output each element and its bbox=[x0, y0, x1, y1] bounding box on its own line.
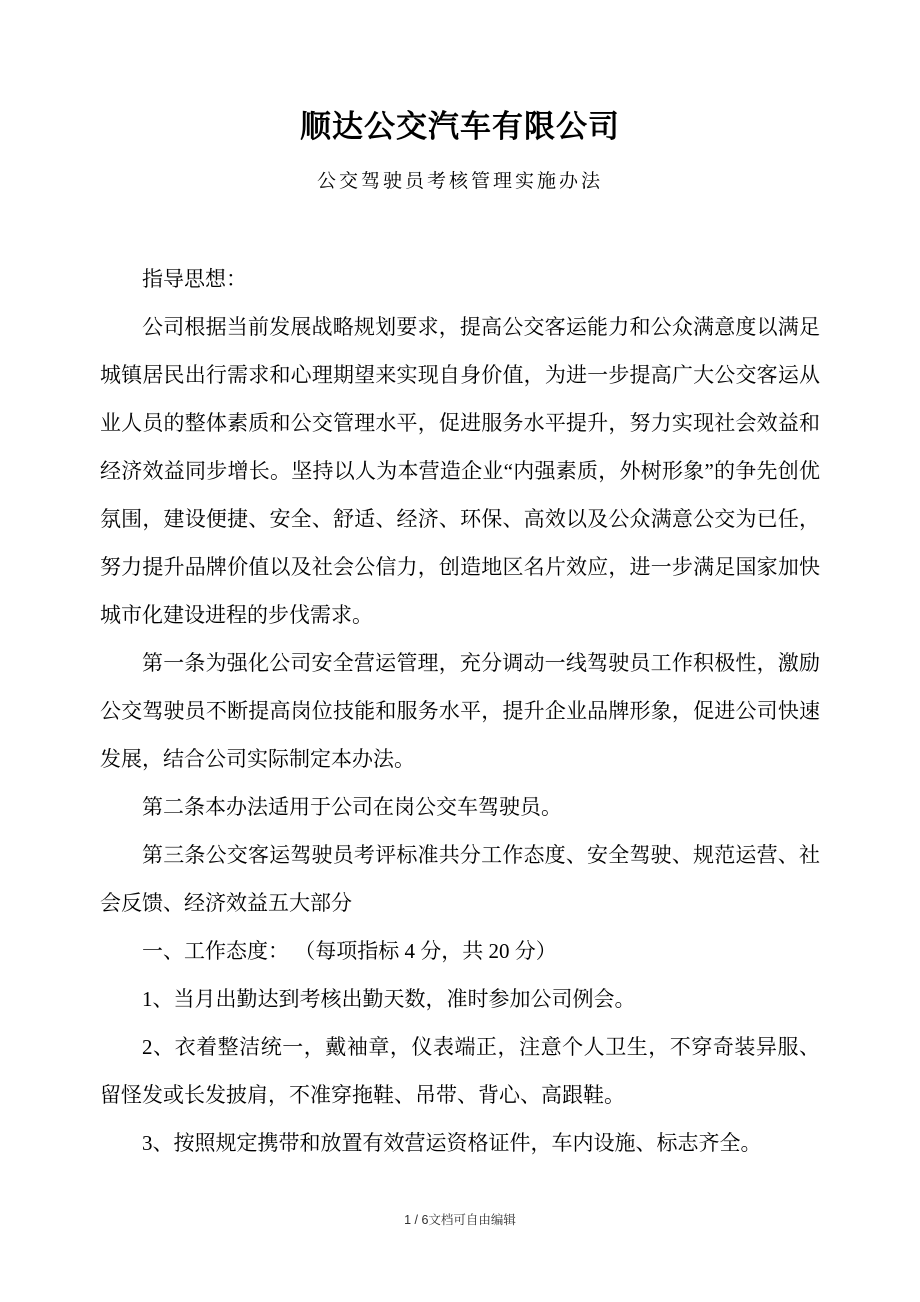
page-footer bbox=[0, 1210, 920, 1228]
paragraph-item-1: 1、当月出勤达到考核出勤天数，准时参加公司例会。 bbox=[142, 986, 636, 1011]
paragraph-guiding-principles-heading: 指导思想： bbox=[142, 266, 247, 291]
paragraph-section-work-attitude: 一、工作态度： （每项指标 4 分，共 20 分） bbox=[142, 938, 557, 963]
paragraph-guiding-principles-text: 公司根据当前发展战略规划要求，提高公交客运能力和公众满意度以满足城镇居民出行需求和心理期望来实现自身价值，为进一步提高广大公交客运从业人员的整体素质和公交管理水平，促进服务水平提升，努力实现社会效益和经济效益同步增长。坚持以人为本营造企业“内强素质，外树形象”的争先创优氛围，建设便捷、安全、舒适、经济、环保、高效以及公众满意公交为已任，努力提升品牌价值以及社会公信力，创造地区名片效应，进一步满足国家加快城市化建设进程的步伐需求。 bbox=[100, 314, 820, 627]
footer-note: 文档可自由编辑 bbox=[428, 1213, 516, 1227]
page-number: 1 / 6 bbox=[404, 1213, 429, 1227]
paragraph-article-3: 第三条公交客运驾驶员考评标准共分工作态度、安全驾驶、规范运营、社会反馈、经济效益五大部分 bbox=[100, 842, 820, 915]
paragraph-item-2: 2、衣着整洁统一，戴袖章，仪表端正，注意个人卫生，不穿奇装异服、留怪发或长发披肩，不准穿拖鞋、吊带、背心、高跟鞋。 bbox=[100, 1034, 820, 1107]
paragraph-article-2: 第二条本办法适用于公司在岗公交车驾驶员。 bbox=[142, 794, 562, 819]
document-subtitle: 公交驾驶员考核管理实施办法 bbox=[316, 170, 603, 192]
document-body bbox=[100, 255, 820, 1167]
paragraph-item-3: 3、按照规定携带和放置有效营运资格证件，车内设施、标志齐全。 bbox=[142, 1130, 762, 1155]
paragraph-article-1: 第一条为强化公司安全营运管理，充分调动一线驾驶员工作积极性，激励公交驾驶员不断提高岗位技能和服务水平，提升企业品牌形象，促进公司快速发展，结合公司实际制定本办法。 bbox=[100, 650, 820, 771]
document-title: 顺达公交汽车有限公司 bbox=[300, 109, 620, 144]
